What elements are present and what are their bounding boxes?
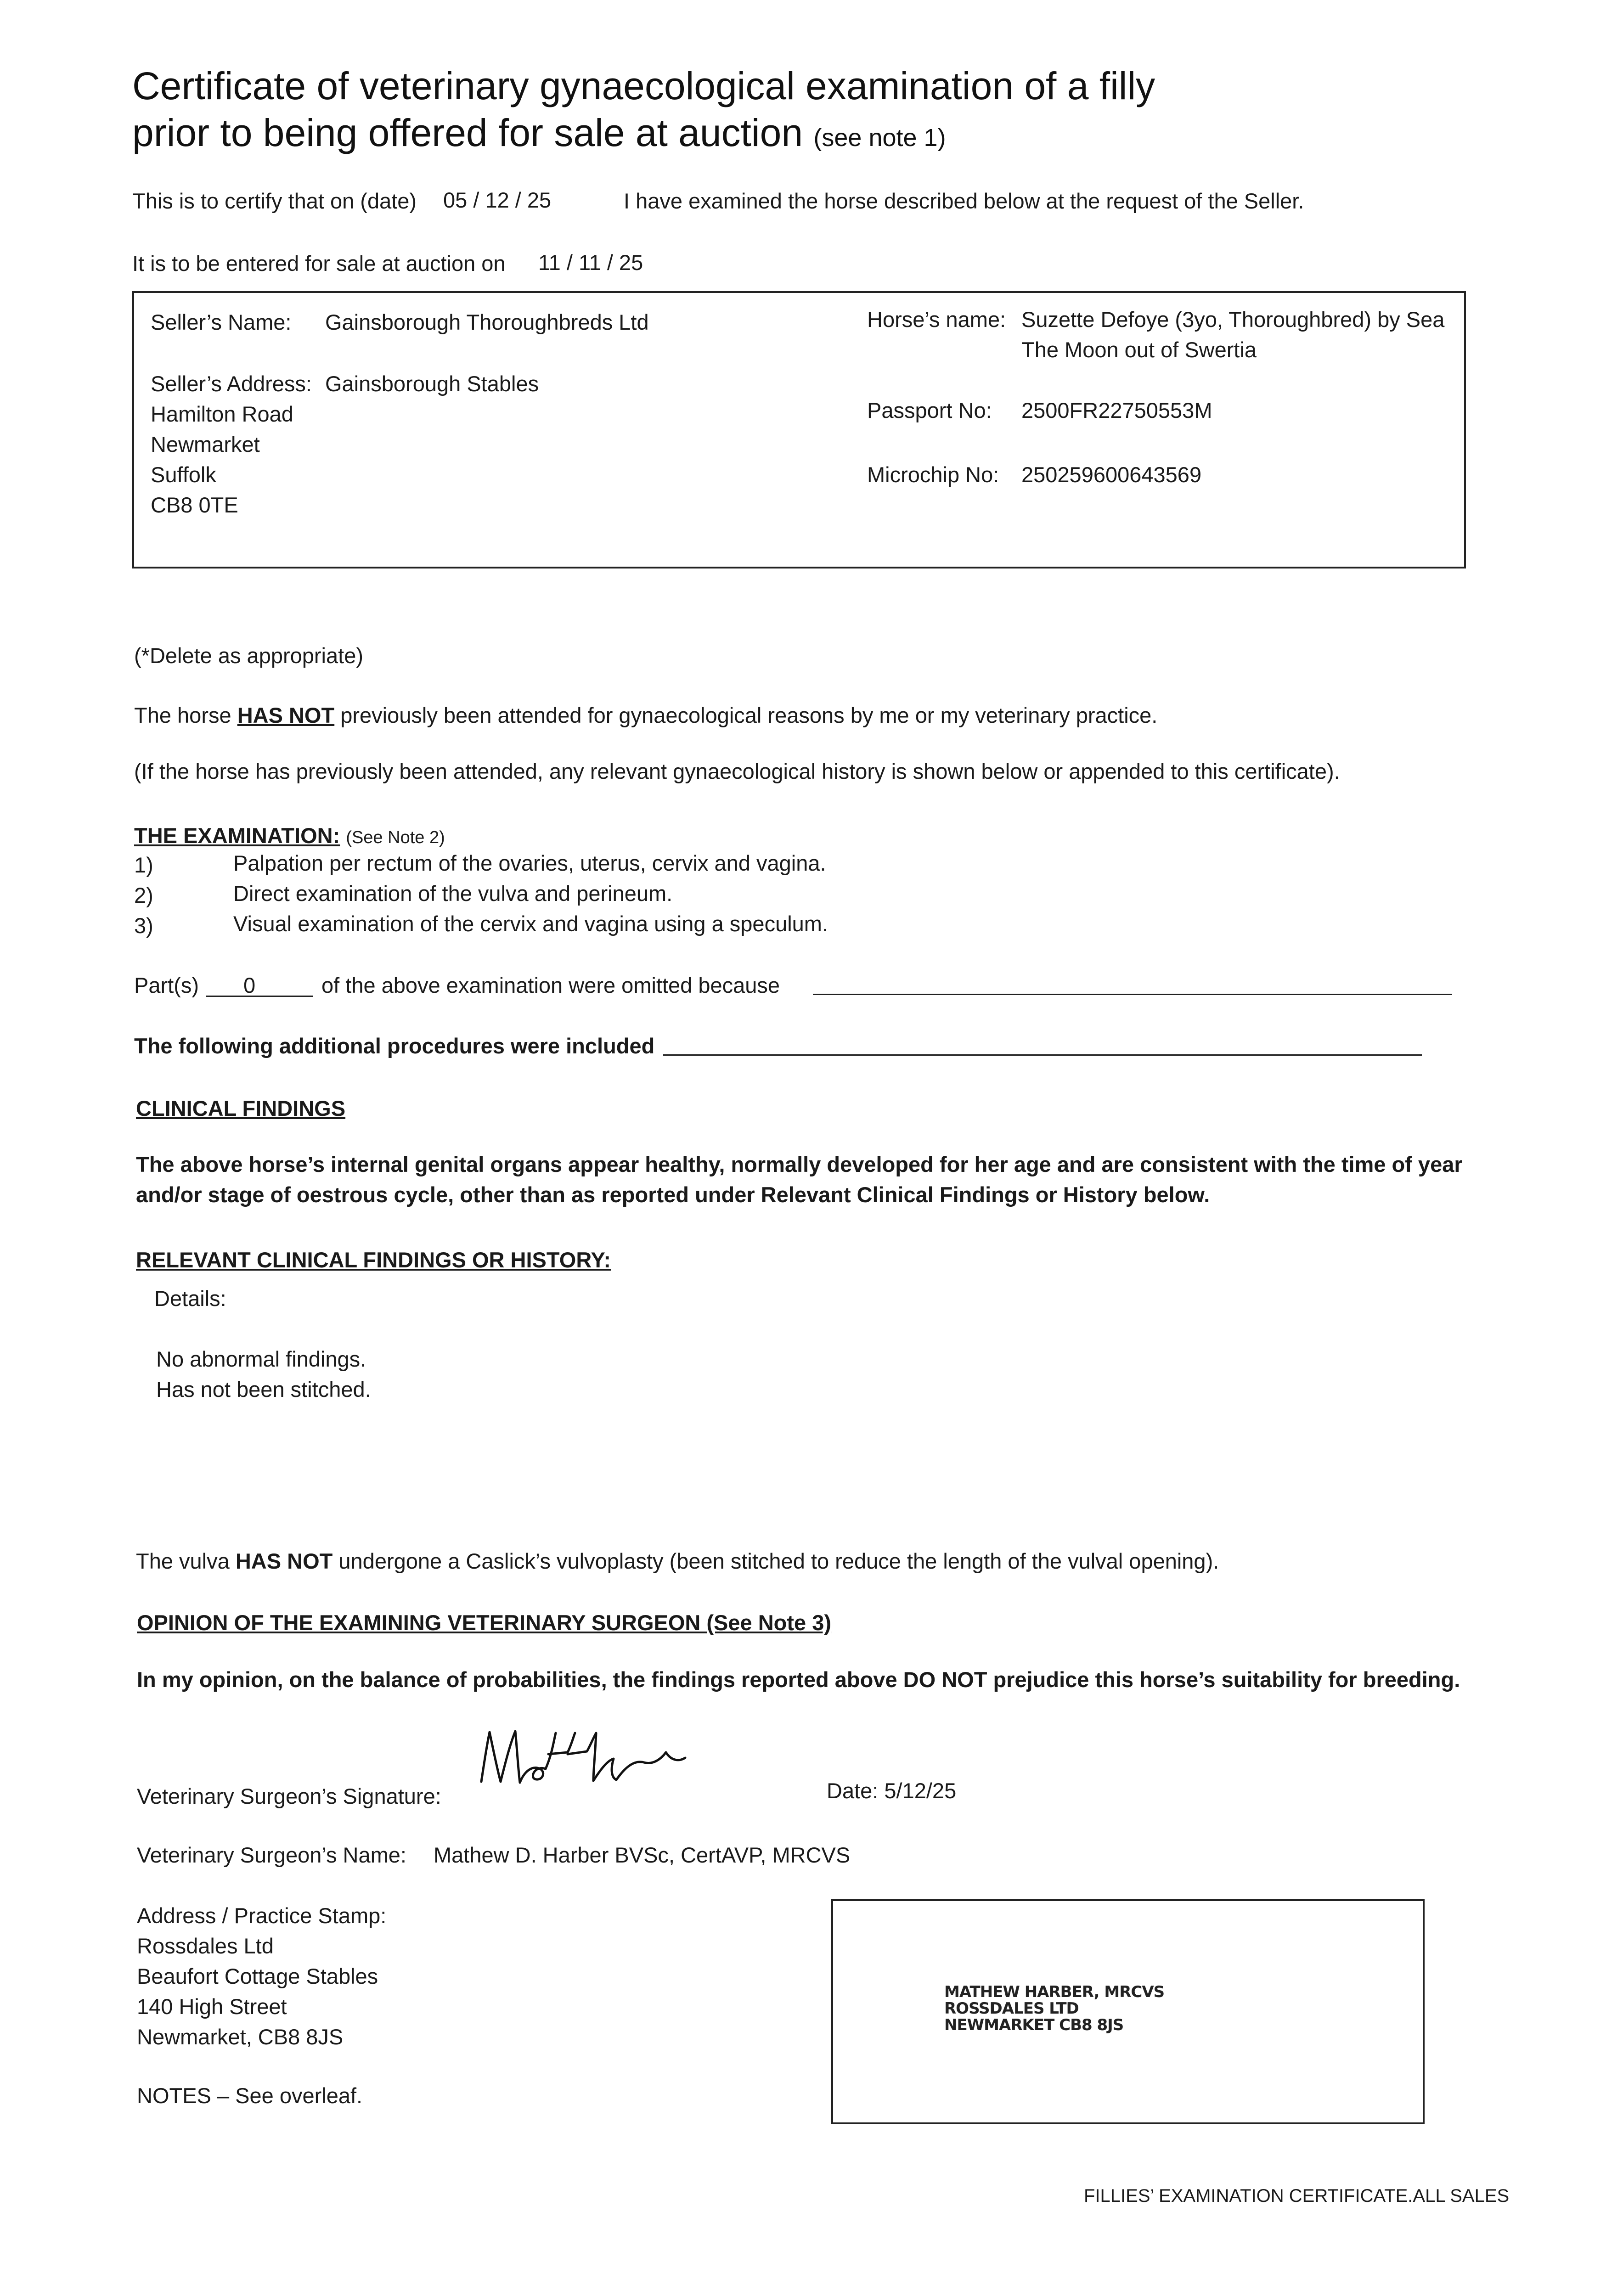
exam-item-2-num: 2) [134,883,153,907]
practice-stamp-box [831,1899,1425,2124]
microchip-number: 250259600643569 [1021,462,1202,487]
examination-heading: THE EXAMINATION: [134,823,340,848]
practice-line-1: Rossdales Ltd [137,1934,274,1958]
stamp-line-3: NEWMARKET CB8 8JS [944,2016,1124,2034]
certify-text: This is to certify that on (date) [132,189,417,213]
attended-post: previously been attended for gynaecological reasons by me or my veterinary practice. [340,703,1158,727]
seller-name-label: Seller’s Name: [151,310,292,334]
seller-name: Gainsborough Thoroughbreds Ltd [325,310,649,334]
notes: NOTES – See overleaf. [137,2083,363,2108]
opinion-heading: OPINION OF THE EXAMINING VETERINARY SURGEON (See Note 3) [137,1610,832,1635]
passport-number: 2500FR22750553M [1021,398,1212,422]
passport-label: Passport No: [867,398,992,422]
vulva-statement [136,1548,1219,1574]
vulva-post: undergone a Caslick’s vulvoplasty (been stitched to reduce the length of the vulval opening). [338,1549,1219,1573]
attended-statement [134,703,1157,728]
attended-status: HAS NOT [237,703,335,727]
vet-name: Mathew D. Harber BVSc, CertAVP, MRCVS [434,1843,851,1867]
auction-date: 11 / 11 / 25 [538,250,643,275]
details-line-1: No abnormal findings. [156,1347,366,1371]
exam-item-3-text: Visual examination of the cervix and vagina using a speculum. [233,912,828,936]
attended-pre: The horse [134,703,231,727]
auction-text: It is to be entered for sale at auction on [132,251,506,276]
footer: FILLIES’ EXAMINATION CERTIFICATE.ALL SALES [1084,2186,1510,2206]
omitted-pre: Part(s) [134,973,199,997]
history-note: (If the horse has previously been attended, any relevant gynaecological history is shown below or appended to this certificate). [134,759,1340,783]
stamp-line-1: MATHEW HARBER, MRCVS [944,1983,1165,2001]
details-label: Details: [154,1286,226,1311]
certify-date: 05 / 12 / 25 [443,188,552,212]
practice-line-4: Newmarket, CB8 8JS [137,2025,344,2049]
seller-address-line-5: CB8 0TE [151,493,238,517]
practice-line-3: 140 High Street [137,1994,287,2019]
title-line-2-text: prior to being offered for sale at auction [132,111,803,154]
additional-procedures-line [663,1054,1422,1056]
delete-note: (*Delete as appropriate) [134,643,363,668]
seller-address-line-3: Newmarket [151,432,260,456]
additional-procedures: The following additional procedures were included [134,1034,655,1058]
practice-label: Address / Practice Stamp: [137,1903,387,1928]
signature-image [473,1727,693,1791]
vet-name-label: Veterinary Surgeon’s Name: [137,1843,406,1867]
relevant-heading: RELEVANT CLINICAL FINDINGS OR HISTORY: [136,1248,611,1272]
seller-address-line-2: Hamilton Road [151,402,293,426]
signature-label: Veterinary Surgeon’s Signature: [137,1784,441,1808]
signature-date: Date: 5/12/25 [827,1778,957,1803]
horse-name-line-2: The Moon out of Swertia [1021,338,1257,362]
examination-heading-row [134,823,445,848]
seller-address-line-1: Gainsborough Stables [325,371,539,396]
clinical-line-2: and/or stage of oestrous cycle, other than as reported under Relevant Clinical Findings or History below. [136,1182,1210,1207]
seller-address-line-4: Suffolk [151,462,216,487]
examination-see-note: (See Note 2) [346,828,445,847]
vulva-status: HAS NOT [235,1549,333,1573]
exam-item-3-num: 3) [134,913,153,938]
title-line-2 [132,110,946,160]
horse-name-label: Horse’s name: [867,307,1006,332]
omitted-post: of the above examination were omitted because [321,973,780,997]
omitted-parts-value: 0 [243,973,256,997]
title-line-1: Certificate of veterinary gynaecological examination of a filly [132,64,1155,107]
omitted-parts-line [206,996,313,997]
title-note: (see note 1) [813,124,946,152]
vulva-pre: The vulva [136,1549,230,1573]
seller-address-label: Seller’s Address: [151,371,312,396]
opinion-text: In my opinion, on the balance of probabilities, the findings reported above DO NOT prejudice this horse’s suitability for breeding. [137,1667,1460,1692]
exam-item-2-text: Direct examination of the vulva and perineum. [233,881,673,906]
details-line-2: Has not been stitched. [156,1377,371,1401]
exam-item-1-text: Palpation per rectum of the ovaries, uterus, cervix and vagina. [233,851,826,875]
certify-text-2: I have examined the horse described below at the request of the Seller. [624,189,1304,213]
horse-name-line-1: Suzette Defoye (3yo, Thoroughbred) by Sea [1021,307,1445,332]
stamp-line-2: ROSSDALES LTD [944,1999,1079,2018]
omitted-reason-line [813,994,1452,995]
clinical-heading: CLINICAL FINDINGS [136,1096,346,1120]
exam-item-1-num: 1) [134,853,153,877]
clinical-line-1: The above horse’s internal genital organs appear healthy, normally developed for her age and are consistent with the time of year [136,1152,1463,1176]
practice-line-2: Beaufort Cottage Stables [137,1964,378,1988]
microchip-label: Microchip No: [867,462,999,487]
